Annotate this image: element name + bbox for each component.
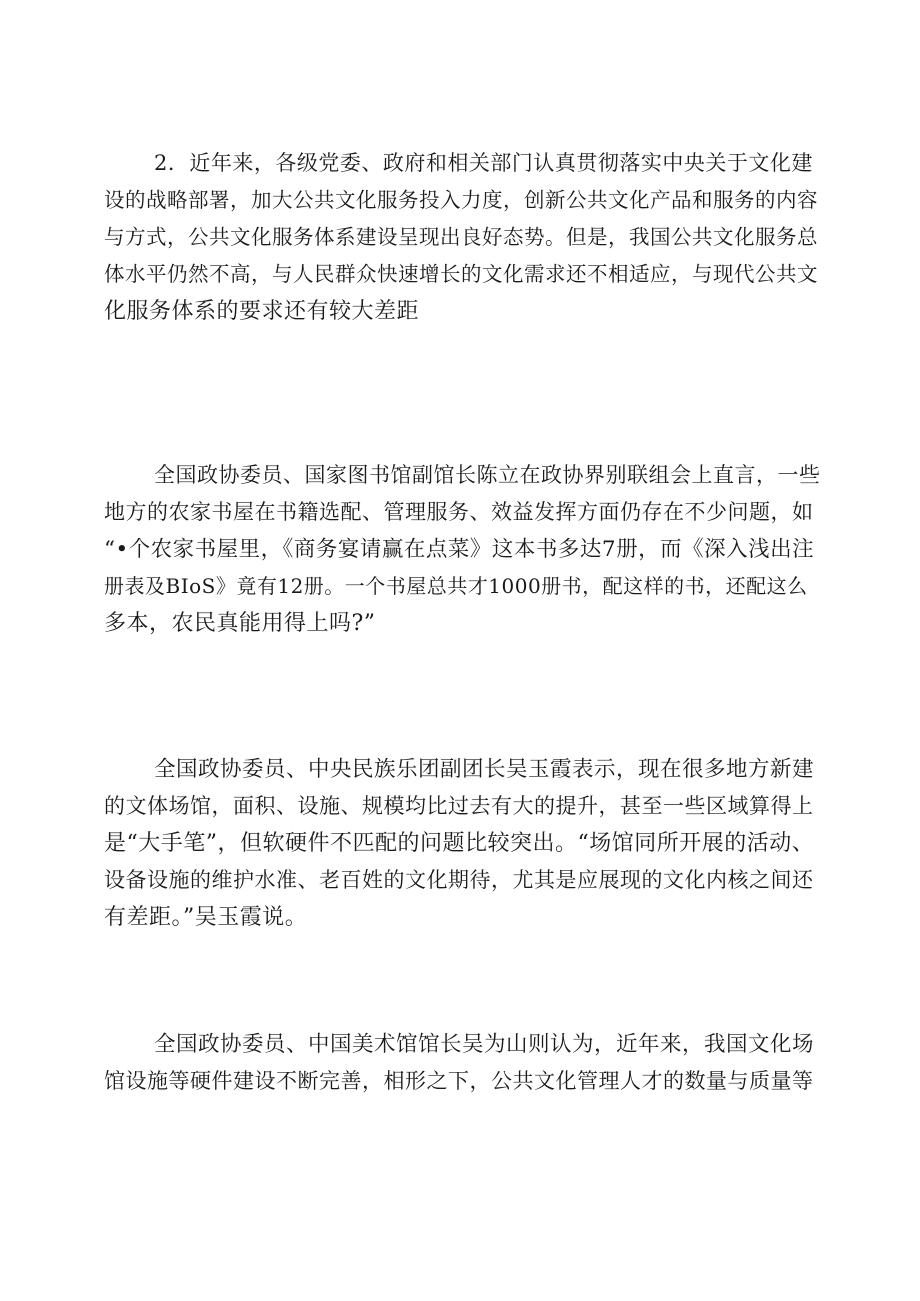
text-line: 册表及BIoS》竟有12册。一个书屋总共才1000册书，配这样的书，还配这么: [104, 574, 808, 598]
text-line: 地方的农家书屋在书籍选配、管理服务、效益发挥方面仍存在不少问题，如: [104, 500, 814, 524]
text-line: 全国政协委员、国家图书馆副馆长陈立在政协界别联组会上直言，一些: [154, 463, 821, 487]
paragraph-public-culture-overview: [104, 145, 824, 330]
text-line: 体水平仍然不高，与人民群众快速增长的文化需求还不相适应，与现代公共文: [104, 262, 818, 286]
text-line: 馆设施等硬件建设不断完善，相形之下，公共文化管理人才的数量与质量等: [104, 1069, 814, 1093]
paragraph-chen-li-remarks: [104, 457, 824, 642]
text-line: 全国政协委员、中央民族乐团副团长吴玉霞表示，现在很多地方新建: [154, 757, 815, 782]
text-line: 有差距。”吴玉霞说。: [104, 905, 308, 930]
paragraph-wu-weishan-remarks: [104, 1026, 824, 1100]
text-line: 是“大手笔”，但软硬件不匹配的问题比较突出。“场馆同所开展的活动、: [104, 831, 815, 856]
text-line: 多本，农民真能用得上吗?”: [104, 611, 376, 636]
text-line: 与方式，公共文化服务体系建设呈现出良好态势。但是，我国公共文化服务总: [104, 225, 818, 249]
text-line: 设的战略部署，加大公共文化服务投入力度，创新公共文化产品和服务的内容: [104, 188, 818, 212]
text-line: 全国政协委员、中国美术馆馆长吴为山则认为，近年来，我国文化场: [154, 1032, 815, 1057]
text-line: 2．近年来，各级党委、政府和相关部门认真贯彻落实中央关于文化建: [154, 151, 813, 175]
paragraph-wu-yuxia-remarks: [104, 751, 824, 936]
text-line: 设备设施的维护水准、老百姓的文化期待，尤其是应展现的文化内核之间还: [104, 868, 814, 892]
text-line: 的文体场馆，面积、设施、规模均比过去有大的提升，甚至一些区域算得上: [104, 794, 814, 818]
text-line: 化服务体系的要求还有较大差距: [104, 299, 420, 324]
text-line: “•个农家书屋里，《商务宴请赢在点菜》这本书多达7册，而《深入浅出注: [104, 537, 815, 562]
